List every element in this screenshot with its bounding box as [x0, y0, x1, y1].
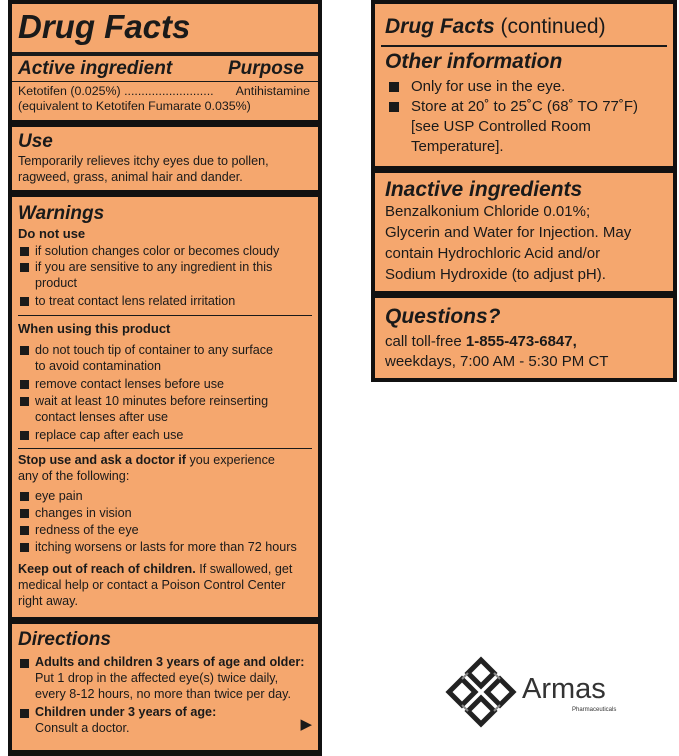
item-text: contact lenses after use: [35, 410, 169, 424]
item-text: itching worsens or lasts for more than 72 hours: [35, 540, 297, 554]
children-text: Consult a doctor.: [35, 721, 130, 735]
questions-line-1: [385, 333, 577, 351]
when-using-heading: When using this product: [18, 321, 171, 336]
bullet-icon: [20, 247, 29, 256]
bullet-icon: [20, 263, 29, 272]
item-text: do not touch tip of container to any surface: [35, 343, 274, 357]
continued-suffix: (continued): [494, 15, 606, 38]
stop-use-line-1: [18, 453, 275, 468]
children-heading: Children under 3 years of age:: [35, 705, 217, 719]
other-information-heading: Other information: [385, 50, 563, 73]
item-text: Only for use in the eye.: [411, 78, 566, 95]
list-item: [18, 294, 314, 310]
inactive-ingredients-box: [375, 173, 673, 291]
keep-out-line-3: right away.: [18, 594, 78, 608]
directions-box: [12, 624, 318, 750]
do-not-use-heading: Do not use: [18, 226, 86, 241]
bullet-icon: [20, 297, 29, 306]
adults-text-line-1: Put 1 drop in the affected eye(s) twice daily,: [35, 671, 279, 685]
continue-arrow-icon: ▶: [300, 716, 312, 733]
warnings-box: [12, 197, 318, 617]
item-text: remove contact lenses before use: [35, 377, 225, 391]
use-text-line-2: ragweed, grass, animal hair and dander.: [18, 170, 243, 184]
use-heading: Use: [18, 131, 53, 152]
bullet-icon: [389, 82, 399, 92]
item-text: product: [35, 276, 78, 290]
item-text: Temperature].: [411, 138, 504, 155]
stop-use-bold: Stop use and ask a doctor if: [18, 453, 186, 467]
keep-out-rest: If swallowed, get: [195, 562, 293, 576]
list-item: [18, 244, 314, 260]
use-box: [12, 127, 318, 190]
item-text: eye pain: [35, 489, 83, 503]
drug-facts-continued-panel: [371, 0, 677, 382]
armas-logo: [444, 655, 644, 735]
other-information-box: [375, 4, 673, 166]
active-divider: [12, 81, 318, 82]
questions-heading: Questions?: [385, 305, 501, 328]
list-item: [18, 260, 314, 292]
item-text: wait at least 10 minutes before reinserting: [35, 394, 269, 408]
active-line-purpose: Antihistamine: [235, 84, 310, 98]
active-ingredient-heading: Active ingredient: [18, 58, 173, 79]
bullet-icon: [20, 431, 29, 440]
item-text: if solution changes color or becomes cloudy: [35, 244, 280, 258]
bullet-icon: [20, 509, 29, 518]
item-text: changes in vision: [35, 506, 132, 520]
inactive-line-3: contain Hydrochloric Acid and/or: [385, 245, 601, 262]
item-text: replace cap after each use: [35, 428, 184, 442]
keep-out-line-1: [18, 562, 292, 577]
warnings-divider-1: [18, 315, 312, 316]
bullet-icon: [20, 526, 29, 535]
item-text: if you are sensitive to any ingredient in this: [35, 260, 273, 274]
drug-facts-title: Drug Facts: [18, 8, 191, 45]
inactive-line-2: Glycerin and Water for Injection. May: [385, 224, 632, 241]
logo-name: Armas: [522, 673, 606, 705]
bullet-icon: [20, 492, 29, 501]
continued-divider: [381, 45, 667, 47]
continued-title-line: [385, 14, 606, 39]
item-text: Store at 20˚ to 25˚C (68˚ TO 77˚F): [411, 98, 639, 115]
item-text: redness of the eye: [35, 523, 139, 537]
bullet-icon: [20, 659, 29, 668]
drug-facts-panel: [8, 0, 322, 756]
inactive-line-1: Benzalkonium Chloride 0.01%;: [385, 203, 591, 220]
bullet-icon: [20, 380, 29, 389]
bullet-icon: [20, 346, 29, 355]
item-text: [see USP Controlled Room: [411, 118, 591, 135]
stop-use-line-2: any of the following:: [18, 469, 130, 483]
inactive-ingredients-heading: Inactive ingredients: [385, 178, 583, 201]
active-line-name: Ketotifen (0.025%) ..........................: [18, 84, 214, 98]
continued-title: Drug Facts: [385, 15, 495, 38]
title-divider: [12, 52, 318, 56]
keep-out-bold: Keep out of reach of children.: [18, 562, 196, 576]
item-text: to avoid contamination: [35, 359, 162, 373]
use-text-line-1: Temporarily relieves itchy eyes due to pollen,: [18, 154, 269, 168]
directions-heading: Directions: [18, 629, 111, 650]
active-line-equivalent: (equivalent to Ketotifen Fumarate 0.035%): [18, 99, 251, 113]
adults-heading: Adults and children 3 years of age and older:: [35, 655, 305, 669]
bullet-icon: [20, 709, 29, 718]
active-ingredient-box: [12, 4, 318, 120]
bullet-icon: [20, 397, 29, 406]
bullet-icon: [20, 543, 29, 552]
warnings-heading: Warnings: [18, 203, 105, 224]
item-text: to treat contact lens related irritation: [35, 294, 236, 308]
inactive-line-4: Sodium Hydroxide (to adjust pH).: [385, 266, 606, 283]
questions-prefix: call toll-free: [385, 333, 466, 350]
logo-tagline: Pharmaceuticals: [572, 707, 617, 713]
warnings-divider-2: [18, 448, 312, 449]
purpose-heading: Purpose: [227, 58, 304, 79]
questions-box: [375, 298, 673, 378]
keep-out-line-2: medical help or contact a Poison Control Center: [18, 578, 286, 592]
stop-use-rest: you experience: [185, 453, 275, 467]
questions-hours: weekdays, 7:00 AM - 5:30 PM CT: [385, 353, 609, 370]
armas-knot-icon: [444, 655, 518, 729]
phone-number: 1-855-473-6847,: [465, 333, 577, 350]
adults-text-line-2: every 8-12 hours, no more than twice per day.: [35, 687, 291, 701]
bullet-icon: [389, 102, 399, 112]
